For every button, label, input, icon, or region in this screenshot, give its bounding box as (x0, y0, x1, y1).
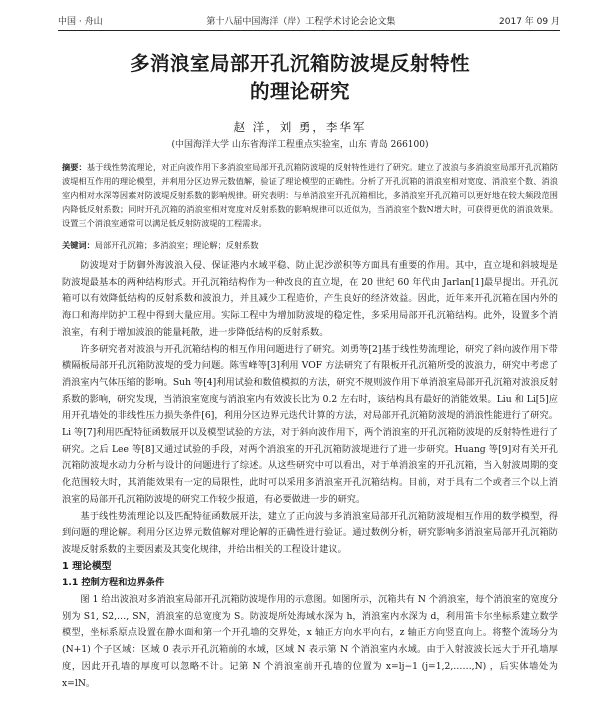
abstract-text: 基于线性势流理论，对正向波作用下多消浪室局部开孔沉箱防波堤的反射特性进行了研究。建立了波浪与多消浪室局部开孔沉箱防波堤相互作用的理论模型，并利用分区边界元数值解，验证了理论模型的正确性。分析了开孔沉箱的消浪室相对宽度、消浪室个数、消浪室内相对水深等因素对防波堤反射系数的影响规律。研究表明：与单消浪室开孔沉箱相比，多消浪室开孔沉箱可以更好地在较大频段范围内降低反射系数；同时开孔沉箱的消浪室相对宽度对反射系数的影响规律可以近似为，当消浪室个数N增大时，可获得更优的消浪效果。设置三个消浪室通常可以满足低反射防波堤的工程需求。 (62, 162, 558, 228)
keywords-text: 局部开孔沉箱；多消浪室；理论解；反射系数 (94, 240, 259, 250)
body-paragraph: 基于线性势流理论以及匹配特征函数展开法，建立了正向波与多消浪室局部开孔沉箱防波堤相互作用的数学模型，得到问题的理论解。利用分区边界元数值解对理论解的正确性进行验证。通过数例分析，研究影响多消浪室局部开孔沉箱防波堤反射系数的主要因素及其变化规律，并给出相关的工程设计建议。 (62, 510, 558, 555)
body-paragraph: 许多研究者对波浪与开孔沉箱结构的相互作用问题进行了研究。刘勇等[2]基于线性势流理论，研究了斜向波作用下带横隔板局部开孔沉箱防波堤的受力问题。陈雪峰等[3]利用 VOF 方法研究了有限板开孔沉箱所受的波浪力，研究中考虑了消浪室内气体压缩的影响。Suh 等[4]利用试验和数值模拟的方法，研究不规则波作用下单消浪室局部开孔沉箱对波浪反射系数的影响，研究发现，当消浪室宽度与消浪室内有效波长比为 0.2 左右时，该结构具有最好的消能效果。Liu 和 Li[5]应用开孔墙处的非线性压力损失条件[6]，利用分区边界元迭代计算的方法，对局部开孔沉箱防波堤的消浪性能进行了研究。Li 等[7]利用匹配特征函数展开以及模型试验的方法，对于斜向波作用下，两个消浪室的开孔沉箱防波堤的反射特性进行了研究。之后 Lee 等[8]又通过试验的手段，对两个消浪室的开孔沉箱防波堤进行了进一步研究。Huang 等[9]对有关开孔沉箱防波堤水动力分析与设计的问题进行了综述。从这些研究中可以看出，对于单消浪室的开孔沉箱，当入射波周期的变化范围较大时，其消能效果有一定的局限性，此时可以采用多消浪室开孔沉箱结构。目前，对于具有二个或者三个以上消浪室的局部开孔沉箱防波堤的研究工作较少报道，有必要做进一步的研究。 (62, 343, 558, 505)
body-paragraph: 图 1 给出波浪对多消浪室局部开孔沉箱防波堤作用的示意图。如图所示，沉箱共有 N 个消浪室，每个消浪室的宽度分别为 S1, S2,…, SN，消浪室的总宽度为 S。防波堤所处海域水深为 h，消浪室内水深为 d，利用笛卡尔坐标系建立数学模型，坐标系原点设置在静水面和第一个开孔墙的交界处，x 轴正方向水平向右，z 轴正方向竖直向上。将整个流场分为 (N+1) 个子区域：区域 0 表示开孔沉箱前的水域，区域 N 表示第 N 个消浪室内水域。由于入射波波长远大于开孔墙厚度，因此开孔墙的厚度可以忽略不计。记第 N 个消浪室前开孔墙的位置为 x=lj−1 (j=1,2,……,N) ，后实体墙处为 x=lN。 (62, 594, 558, 689)
title-line-2: 的理论研究 (249, 80, 350, 103)
paper-authors: 赵 洋，刘 勇，李华军 (233, 120, 367, 134)
body-text (62, 258, 558, 692)
keywords-label: 关键词： (62, 240, 95, 250)
keywords (62, 238, 558, 252)
section-heading: 1 理论模型 (62, 560, 112, 572)
subsection-heading: 1.1 控制方程和边界条件 (62, 577, 165, 589)
header-location: 中国 · 舟山 (58, 16, 103, 27)
body-paragraph: 防波堤对于防御外海波浪入侵、保证港内水域平稳、防止泥沙淤积等方面具有重要的作用。其中，直立堤和斜坡堤是防波堤最基本的两种结构形式。开孔沉箱结构作为一种改良的直立堤，在 20 世纪 60 年代由 Jarlan[1]最早提出。开孔沉箱可以有效降低结构的反射系数和波浪力，并且减少工程造价，产生良好的经济效益。因此，近年来开孔沉箱在国内外的海口和海岸防护工程中得到大量应用。实际工程中为增加防波堤的稳定性，多采用局部开孔沉箱结构。此外，设置多个消浪室，有利于增加波浪的能量耗散，进一步降低结构的反射系数。 (62, 260, 558, 338)
running-header (58, 13, 560, 27)
header-proceedings: 第十八届中国海洋（岸）工程学术讨论会论文集 (206, 16, 396, 27)
abstract-label: 摘要： (62, 162, 87, 172)
header-rule (58, 30, 560, 31)
abstract (62, 160, 558, 230)
title-line-1: 多消浪室局部开孔沉箱防波堤反射特性 (129, 52, 470, 75)
paper-affiliation: (中国海洋大学 山东省海洋工程重点实验室，山东 青岛 266100) (171, 140, 429, 150)
header-date: 2017 年 09 月 (499, 16, 560, 27)
paper-title (40, 50, 560, 106)
